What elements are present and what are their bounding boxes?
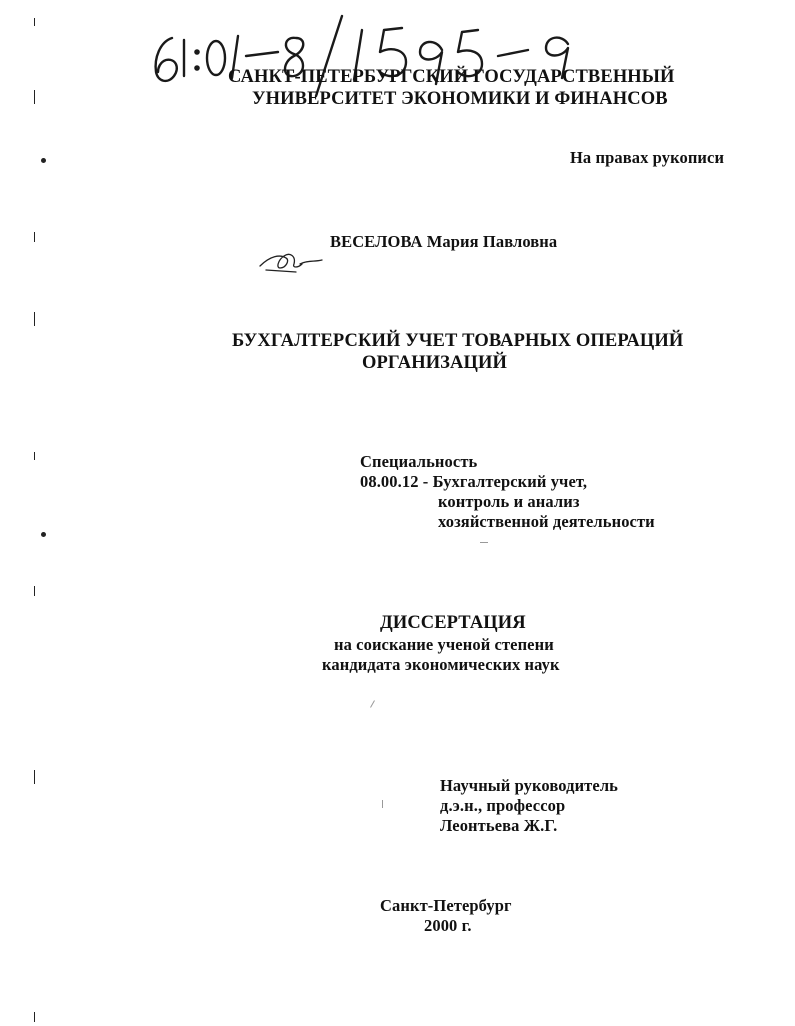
scan-edge-mark — [34, 90, 35, 104]
university-name-line-2: УНИВЕРСИТЕТ ЭКОНОМИКИ И ФИНАНСОВ — [252, 89, 668, 109]
scan-edge-mark — [34, 232, 35, 242]
scan-speck — [382, 800, 383, 808]
scan-edge-mark — [41, 532, 46, 537]
supervisor-line-1: Научный руководитель — [440, 776, 618, 795]
scan-edge-mark — [34, 586, 35, 596]
supervisor-line-3: Леонтьева Ж.Г. — [440, 816, 558, 835]
specialty-line-2: контроль и анализ — [438, 492, 580, 511]
dissertation-title-line-1: БУХГАЛТЕРСКИЙ УЧЕТ ТОВАРНЫХ ОПЕРАЦИЙ — [232, 331, 684, 351]
specialty-line-3: хозяйственной деятельности — [438, 512, 655, 531]
scan-edge-mark — [34, 312, 35, 326]
author-name: ВЕСЕЛОВА Мария Павловна — [330, 232, 558, 251]
specialty-label: Специальность — [360, 452, 478, 471]
scan-speck — [370, 700, 375, 707]
scan-edge-mark — [34, 452, 35, 460]
scan-edge-mark — [41, 158, 46, 163]
scan-edge-mark — [34, 18, 35, 26]
year: 2000 г. — [424, 916, 472, 935]
scan-edge-mark — [34, 770, 35, 784]
scan-speck — [480, 542, 488, 543]
dissertation-heading: ДИССЕРТАЦИЯ — [380, 613, 526, 633]
author-signature — [256, 246, 326, 276]
supervisor-line-2: д.э.н., профессор — [440, 796, 566, 815]
university-name-line-1: САНКТ-ПЕТЕРБУРГСКИЙ ГОСУДАРСТВЕННЫЙ — [228, 67, 675, 87]
dissertation-title-line-2: ОРГАНИЗАЦИЙ — [362, 353, 507, 373]
city: Санкт-Петербург — [380, 896, 512, 915]
dissertation-line-2: кандидата экономических наук — [322, 655, 560, 674]
dissertation-line-1: на соискание ученой степени — [334, 635, 554, 654]
specialty-line-1: 08.00.12 - Бухгалтерский учет, — [360, 472, 588, 491]
scan-edge-mark — [34, 1012, 35, 1022]
rights-note: На правах рукописи — [570, 148, 725, 167]
